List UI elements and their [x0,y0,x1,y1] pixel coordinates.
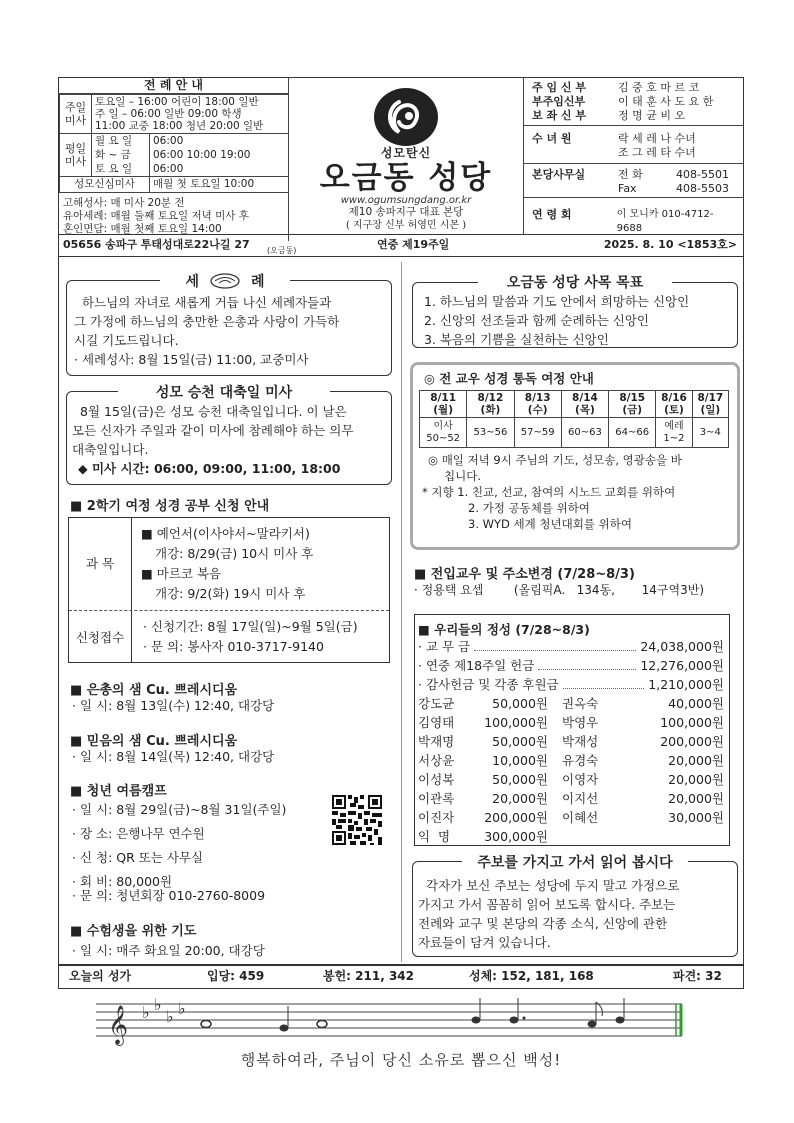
notice-line: · 일 시: 8월 13일(수) 12:40, 대강당 [72,698,275,713]
notice-line: · 회 비: 80,000원 [72,874,173,889]
music-staff-icon [96,996,706,1048]
subject-list: ■ 예언서(이사야서~말라키서) 개강: 8/29(금) 10시 미사 후 ■ 마르코 복음 개강: 9/2(화) 19시 미사 후 [141,526,314,601]
donor-name: 권옥숙 [562,696,599,711]
pastoral-goal: 3. 복음의 기쁨을 실천하는 신앙인 [424,332,609,347]
staff-sisters: 수 녀 원 락 세 레 나 수녀 조 그 레 타 수녀 [524,126,743,164]
transfer-line: · 정용택 요셉 (올림픽A. 134동, 14구역3반) [414,583,705,597]
bulletin-title: 주보를 가지고 가서 읽어 봅시다 [462,852,688,872]
office-fax: 408-5503 [676,182,729,195]
parish-logo-icon [369,86,443,148]
baptism-body: 하느님의 자녀로 새롭게 거듭 나신 세례자들과 그 가정에 하느님의 충만한 은총과 사랑이 가득하 시길 기도드립니다. · 세례성사: 8월 15일(금) 11:00, 교중미사 [74,295,340,367]
schedule-title: 전 례 안 내 [59,78,289,94]
staff-priests [524,78,743,126]
reading-chapter: 예레 1~2 [656,418,692,448]
hymn-offertory: 봉헌: 211, 342 [323,969,414,983]
donor-name: 박재성 [562,734,599,749]
donor-name: 박영우 [562,715,599,730]
apply-info: · 신청기간: 8월 17일(일)~9월 5일(금) · 문 의: 봉사자 010-3717-9140 [143,619,358,654]
donor-amount: 300,000원 [484,829,548,844]
weekday-time: 06:00 [150,134,289,149]
devotion-time: 매월 첫 토요일 10:00 [150,177,289,193]
donor-name: 유경숙 [562,753,599,768]
staff-office: 본당사무실 전 화 408-5501 Fax 408-5503 [524,164,743,198]
donor-amount: 30,000원 [668,810,724,825]
weekday-time: 06:00 10:00 19:00 [150,148,289,162]
svg-text:♭: ♭ [154,996,162,1014]
schedule-table [59,94,289,134]
office-phone: 408-5501 [676,168,729,181]
notice-line: · 일 시: 8월 14일(목) 12:40, 대강당 [72,749,275,764]
assumption-times: ◆ 미사 시간: 06:00, 09:00, 11:00, 18:00 [78,461,341,476]
donor-amount: 50,000원 [492,696,548,711]
offering-total-row: · 연중 제18주일 헌금 12,276,000원 [418,658,724,673]
svg-text:♭: ♭ [166,1007,174,1026]
staff-row: 주 임 신 부 김 중 호 마 르 코 [532,81,700,94]
district-info: 제10 송파지구 대표 본당 [348,206,464,218]
column-divider [401,262,402,962]
pastoral-title: 오금동 성당 사목 목표 [478,272,672,292]
donor-amount: 20,000원 [492,791,548,806]
notice-heading: ■ 믿음의 샘 Cu. 쁘레시디움 [70,734,238,749]
devotion-label: 성모신심미사 [60,177,150,193]
donor-name: 이진자 [418,810,455,825]
donor-amount: 100,000원 [660,715,724,730]
bible-reading-title: ◎ 전 교우 성경 통독 여정 안내 [424,371,594,386]
offering-total-row: · 감사헌금 및 각종 후원금 1,210,000원 [418,677,724,692]
svg-text:♭: ♭ [142,1003,150,1022]
hymns-label: 오늘의 성가 [69,969,132,983]
donor-amount: 40,000원 [668,696,724,711]
sunday-label: 주일 미사 [60,95,92,134]
donor-amount: 10,000원 [492,753,548,768]
donor-amount: 50,000원 [492,772,548,787]
notice-line: · 문 의: 청년회장 010-2760-8009 [72,888,266,903]
bible-reading-notes: ◎ 매일 저녁 9시 주님의 기도, 성모송, 영광송을 바 칩니다. * 지향 1. 친교, 선교, 참여의 시노드 교회를 위하여 2. 가정 공동체를 위하여 3. WYD 세계 청년대회를 위하여 [422,453,682,531]
donor-name: 강도균 [418,696,455,711]
donor-name: 익 명 [418,829,451,844]
subject-label: 과 목 [85,556,115,571]
weekday-day: 토 요 일 [92,162,150,177]
donor-name: 이성복 [418,772,455,787]
reading-date: 8/14 (목) [561,391,608,418]
parish-website[interactable]: www.ogumsungdang.or.kr [340,195,472,206]
donor-amount: 50,000원 [492,734,548,749]
donor-name: 서상윤 [418,753,455,768]
donor-amount: 20,000원 [668,791,724,806]
notice-heading: ■ 수험생을 위한 기도 [70,924,197,939]
donor-amount: 100,000원 [484,715,548,730]
donor-amount: 200,000원 [484,810,548,825]
svg-text:𝄞: 𝄞 [108,1005,129,1045]
notice-line: · 신 청: QR 또는 사무실 [72,850,204,865]
address-bar: 05656 송파구 투태성대로22나길 27 (오금동) 연중 제19주일 2025. 8. 10 <1853호> [58,235,744,257]
hymns-bar [58,965,744,989]
weekday-day: 화 ~ 금 [92,148,150,162]
parish-subtitle: 성모탄신 [380,146,432,160]
donor-name: 이지선 [562,791,599,806]
staff-row: 보 좌 신 부 정 명 균 비 오 [532,109,686,122]
parish-name: 오금동 성당 [319,160,493,196]
transfer-heading: ■ 전입교우 및 주소변경 (7/28~8/3) [414,567,635,582]
reading-date: 8/16 (토) [656,391,692,418]
offering-total-row: · 교 무 금 24,038,000원 [418,639,724,654]
hymn-entrance: 입당: 459 [207,969,265,983]
staff-row: 부주임신부 이 태 훈 사 도 요 한 [532,95,714,108]
notice-heading: ■ 은총의 샘 Cu. 쁘레시디움 [70,683,238,698]
song-lyric: 행복하여라, 주님이 당신 소유로 뽑으신 백성! [240,1051,562,1069]
donor-name: 이영자 [562,772,599,787]
reading-chapter: 57~59 [514,418,561,448]
apply-label: 신청접수 [75,630,125,645]
weekday-time: 06:00 [150,162,289,177]
hymn-communion: 성체: 152, 181, 168 [469,969,594,983]
baptism-title: 세 례 [160,271,290,291]
pastoral-goal: 1. 하느님의 말씀과 기도 안에서 희망하는 신앙인 [424,294,690,309]
offerings-heading: ■ 우리들의 정성 (7/28~8/3) [418,622,590,637]
reading-chapter: 53~56 [467,418,514,448]
reading-date: 8/13 (수) [514,391,561,418]
address: 05656 송파구 투태성대로22나길 27 [63,238,250,251]
liturgy-schedule [59,78,289,241]
weekday-label: 평일 미사 [60,134,92,177]
reading-date: 8/15 (금) [609,391,656,418]
reading-date: 8/12 (화) [467,391,514,418]
weekday-day: 월 요 일 [92,134,150,149]
issue-date: 2025. 8. 10 <1853호> [603,238,737,251]
donor-amount: 20,000원 [668,753,724,768]
notice-line: · 일 시: 8월 29일(금)~8월 31일(주일) [72,802,287,817]
notice-line: · 일 시: 매주 화요일 20:00, 대강당 [72,943,265,958]
staff-council: 연 령 회 이 모니카 010-4712-9688 [532,208,714,234]
reading-date: 8/17 (일) [692,391,728,418]
reading-chapter: 60~63 [561,418,608,448]
liturgical-week: 연중 제19주일 [377,238,450,251]
notice-heading: ■ 청년 여름캠프 [70,784,167,799]
hymn-dismissal: 파견: 32 [673,969,722,983]
weekday-table [59,133,289,193]
reading-chapter: 이사 50~52 [420,418,467,448]
bulletin-body: 각자가 보신 주보는 성당에 두지 말고 가정으로 가지고 가서 꼼꼼히 읽어 보도록 합시다. 주보는 전례와 교구 및 본당의 각종 소식, 신앙에 관한 자료들이 담겨 있습니다. [418,878,680,950]
reading-chapter: 64~66 [609,418,656,448]
notice-line: · 장 소: 은행나무 연수원 [72,826,205,841]
donor-amount: 200,000원 [660,734,724,749]
donor-name: 이관록 [418,791,455,806]
sunday-times: 토요일 – 16:00 어린이 18:00 일반 주 일 – 06:00 일반 09:00 학생 11:00 교중 18:00 청년 20:00 일반 [92,95,289,134]
assumption-title: 성모 승천 대축일 미사 [118,382,330,402]
svg-text:♭: ♭ [178,999,186,1018]
donor-amount: 20,000원 [668,772,724,787]
parish-identity [290,82,522,232]
bible-study-heading: ■ 2학기 여정 성경 공부 신청 안내 [70,499,270,514]
pastoral-goal: 2. 신앙의 선조들과 함께 순례하는 신앙인 [424,313,649,328]
reading-chapter: 3~4 [692,418,728,448]
reading-date: 8/11 (월) [420,391,467,418]
district-sub: ( 지구장 신부 허영민 시몬 ) [345,220,467,231]
donor-name: 박재명 [418,734,455,749]
donor-name: 이혜선 [562,810,599,825]
staff-panel [523,78,743,234]
donor-name: 김영태 [418,715,455,730]
assumption-body: 8월 15일(금)은 성모 승천 대축일입니다. 이 날은 모든 신자가 주일과 같이 미사에 참례해야 하는 의무 대축일입니다. ◆ 미사 시간: 06:00, 09:00, 11:00, 18:00 [72,402,388,478]
schedule-notes: 고해성사: 매 미사 20분 전 유아세례: 매월 둘째 토요일 저녁 미사 후 혼인면담: 매월 첫째 토요일 14:00 [59,193,289,241]
